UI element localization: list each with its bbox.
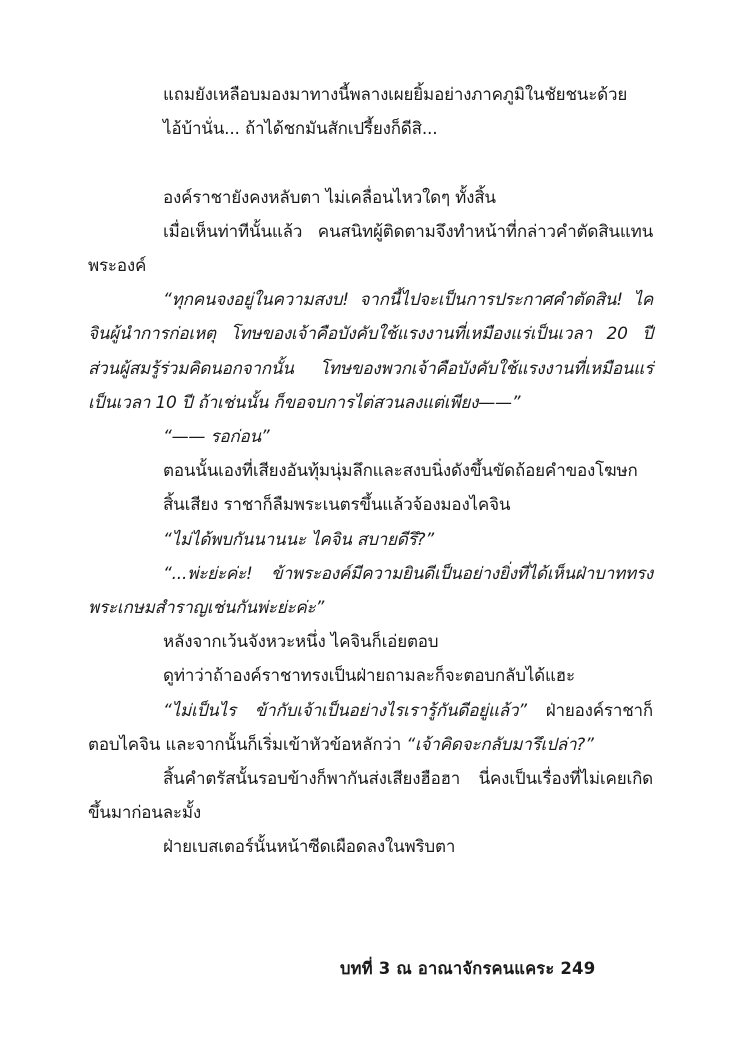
dialogue-text: “เจ้าคิดจะกลับมารึเปล่า?”	[406, 734, 594, 755]
paragraph	[88, 181, 653, 215]
narration-text: เมื่อเห็นท่าทีนั้นแล้ว คนสนิทผู้ติดตามจึงทำหน้าที่กล่าวคำตัดสินแทนพระองค์	[88, 221, 653, 276]
narration-text: สิ้นคำตรัสนั้นรอบข้างก็พากันส่งเสียงฮือฮา นี่คงเป็นเรื่องที่ไม่เคยเกิดขึ้นมาก่อนละมั้ง	[88, 769, 653, 824]
narration-text: ตอนนั้นเองที่เสียงอันทุ้มนุ่มลึกและสงบนิ่งดังขึ้นขัดถ้อยคำของโฆษก	[163, 461, 638, 482]
dialogue-text: “—— รอก่อน”	[163, 427, 270, 448]
paragraph	[88, 420, 653, 454]
paragraph	[88, 762, 653, 830]
paragraph	[88, 557, 653, 625]
dialogue-text: “ไม่เป็นไร ข้ากับเจ้าเป็นอย่างไรเรารู้กันดีอยู่แล้ว”	[163, 700, 527, 721]
narration-text: หลังจากเว้นจังหวะหนึ่ง ไคจินก็เอ่ยตอบ	[163, 632, 439, 653]
paragraph	[88, 488, 653, 522]
paragraph	[88, 659, 653, 693]
dialogue-text: “...พ่ะย่ะค่ะ! ข้าพระองค์มีความยินดีเป็นอย่างยิ่งที่ได้เห็นฝ่าบาททรงพระเกษมสำราญเช่นกันพ่ะย่ะค่ะ”	[88, 563, 653, 619]
dialogue-text: “ทุกคนจงอยู่ในความสงบ! จากนี้ไปจะเป็นการประกาศคำตัดสิน! ไคจินผู้นำการก่อเหตุ โทษของเจ้าคือบังคับใช้แรงงานที่เหมืองแร่เป็นเวลา 20 ปี ส่วนผู้สมรู้ร่วมคิดนอกจากนั้น โทษของพวกเจ้าคือบังคับใช้แรงงานที่เหมือนแร่เป็นเวลา 10 ปี ถ้าเช่นนั้น ก็ขอจบการไต่สวนลงแต่เพียง——”	[88, 290, 653, 413]
narration-text: ไอ้บ้านั่น... ถ้าได้ชกมันสักเปรี้ยงก็ดีสิ...	[163, 119, 438, 140]
paragraph	[88, 523, 653, 557]
narration-text: ฝ่ายองค์ราชาก็ตอบไคจิน และจากนั้นก็เริ่มเข้าหัวข้อหลักว่า	[88, 700, 653, 755]
paragraph	[88, 283, 653, 420]
narration-text: แถมยังเหลือบมองมาทางนี้พลางเผยยิ้มอย่างภาคภูมิในชัยชนะด้วย	[163, 85, 628, 105]
paragraph	[88, 625, 653, 659]
narration-text: สิ้นเสียง ราชาก็ลืมพระเนตรขึ้นแล้วจ้องมองไคจิน	[163, 495, 511, 516]
paragraph	[88, 454, 653, 488]
paragraph	[88, 215, 653, 283]
paragraph	[88, 694, 653, 762]
paragraph	[88, 112, 653, 146]
paragraph	[88, 830, 653, 864]
paragraph	[88, 78, 653, 112]
narration-text: องค์ราชายังคงหลับตา ไม่เคลื่อนไหวใดๆ ทั้งสิ้น	[163, 187, 496, 208]
narration-text: ฝ่ายเบสเตอร์นั้นหน้าซีดเผือดลงในพริบตา	[163, 837, 456, 858]
running-footer: บทที่ 3 ณ อาณาจักรคนแคระ 249	[340, 959, 596, 978]
body-text	[88, 78, 653, 865]
narration-text: ดูท่าว่าถ้าองค์ราชาทรงเป็นฝ่ายถามละก็จะตอบกลับได้แฮะ	[163, 666, 575, 687]
dialogue-text: “ไม่ได้พบกันนานนะ ไคจิน สบายดีรึ?”	[163, 529, 434, 550]
